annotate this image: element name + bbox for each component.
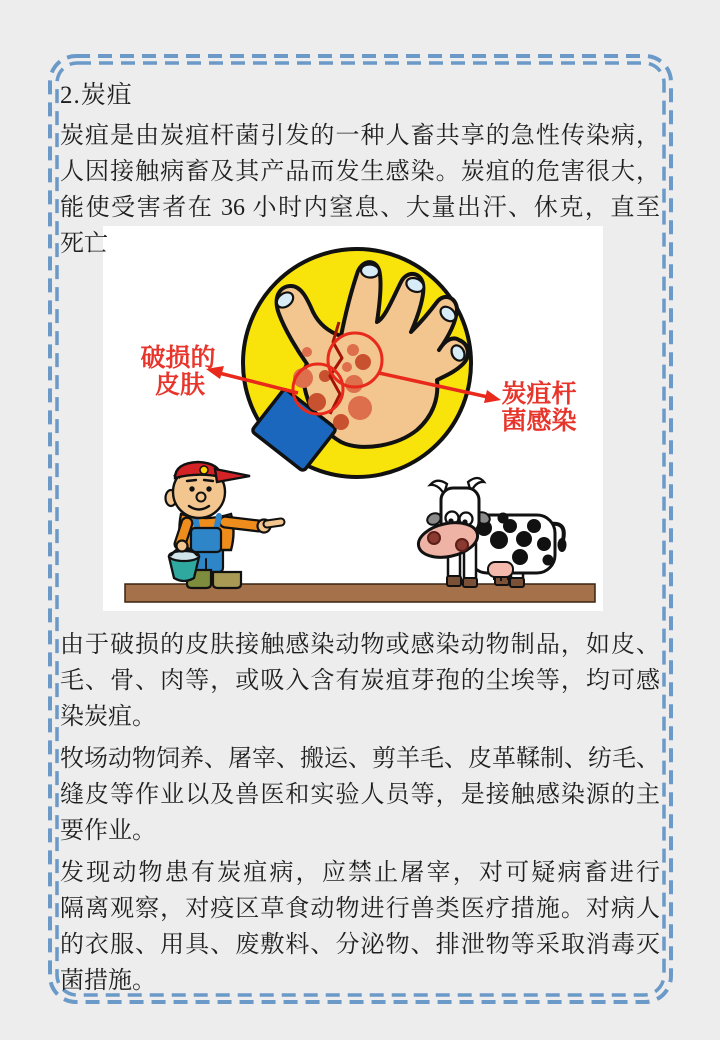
label-anthrax-line1: 炭疽杆 — [501, 380, 577, 408]
cow-hoof — [510, 578, 524, 587]
farmer-left-hand — [177, 541, 188, 552]
text-line: 人因接触病畜及其产品而发生感染。炭疽的危害很大， — [60, 159, 660, 185]
text-line: 炭疽是由炭疽杆菌引发的一种人畜共享的急性传染病， — [60, 123, 660, 149]
right-arrow-head — [484, 390, 501, 403]
farmer-nose — [197, 493, 206, 502]
farmer-cap-button — [200, 466, 208, 474]
cow-hoof — [447, 576, 461, 586]
text-line: 死亡 — [60, 231, 108, 257]
text-line: 要作业。 — [60, 818, 156, 844]
text-line: 由于破损的皮肤接触感染动物或感染动物制品，如皮、 — [60, 632, 660, 658]
cow-hoof — [463, 578, 477, 587]
cow — [415, 478, 566, 587]
text-line: 毛、骨、肉等，或吸入含有炭疽芽孢的尘埃等，均可感 — [60, 668, 660, 694]
text-line: 缝皮等作业以及兽医和实验人员等，是接触感染源的主 — [60, 782, 660, 808]
farmer-boot-right — [213, 572, 241, 588]
illustration-panel — [103, 226, 603, 611]
farmer — [166, 462, 282, 588]
paragraph-transmission — [60, 627, 660, 735]
document-content — [60, 80, 660, 999]
text-line: 的衣服、用具、废敷料、分泌物、排泄物等采取消毒灭 — [60, 932, 660, 958]
anthrax-illustration — [103, 226, 603, 611]
farmer-overalls-bib — [191, 528, 221, 552]
label-anthrax-line2: 菌感染 — [501, 407, 577, 435]
paragraph-prevention — [60, 855, 660, 999]
text-line: 染炭疽。 — [60, 704, 156, 730]
farmer-cap-brim — [215, 469, 250, 482]
cow-udder — [488, 562, 513, 577]
cow-tail-tuft — [558, 538, 567, 552]
label-damaged-skin-line2: 皮肤 — [154, 371, 206, 399]
cow-nostril — [428, 532, 440, 544]
text-line: 能使受害者在 36 小时内窒息、大量出汗、休克，直至 — [60, 195, 660, 221]
text-line: 发现动物患有炭疽病，应禁止屠宰，对可疑病畜进行 — [60, 860, 660, 886]
text-line: 菌措施。 — [60, 968, 156, 994]
paragraph-intro — [60, 118, 660, 262]
text-line: 牧场动物饲养、屠宰、搬运、剪羊毛、皮革鞣制、纺毛、 — [60, 746, 660, 772]
text-line: 隔离观察，对疫区草食动物进行兽类医疗措施。对病人 — [60, 896, 660, 922]
page-title: 2.炭疽 — [60, 82, 133, 109]
paragraph-occupations — [60, 741, 660, 849]
cow-nostril — [456, 539, 468, 551]
label-damaged-skin-line1: 破损的 — [140, 344, 216, 372]
